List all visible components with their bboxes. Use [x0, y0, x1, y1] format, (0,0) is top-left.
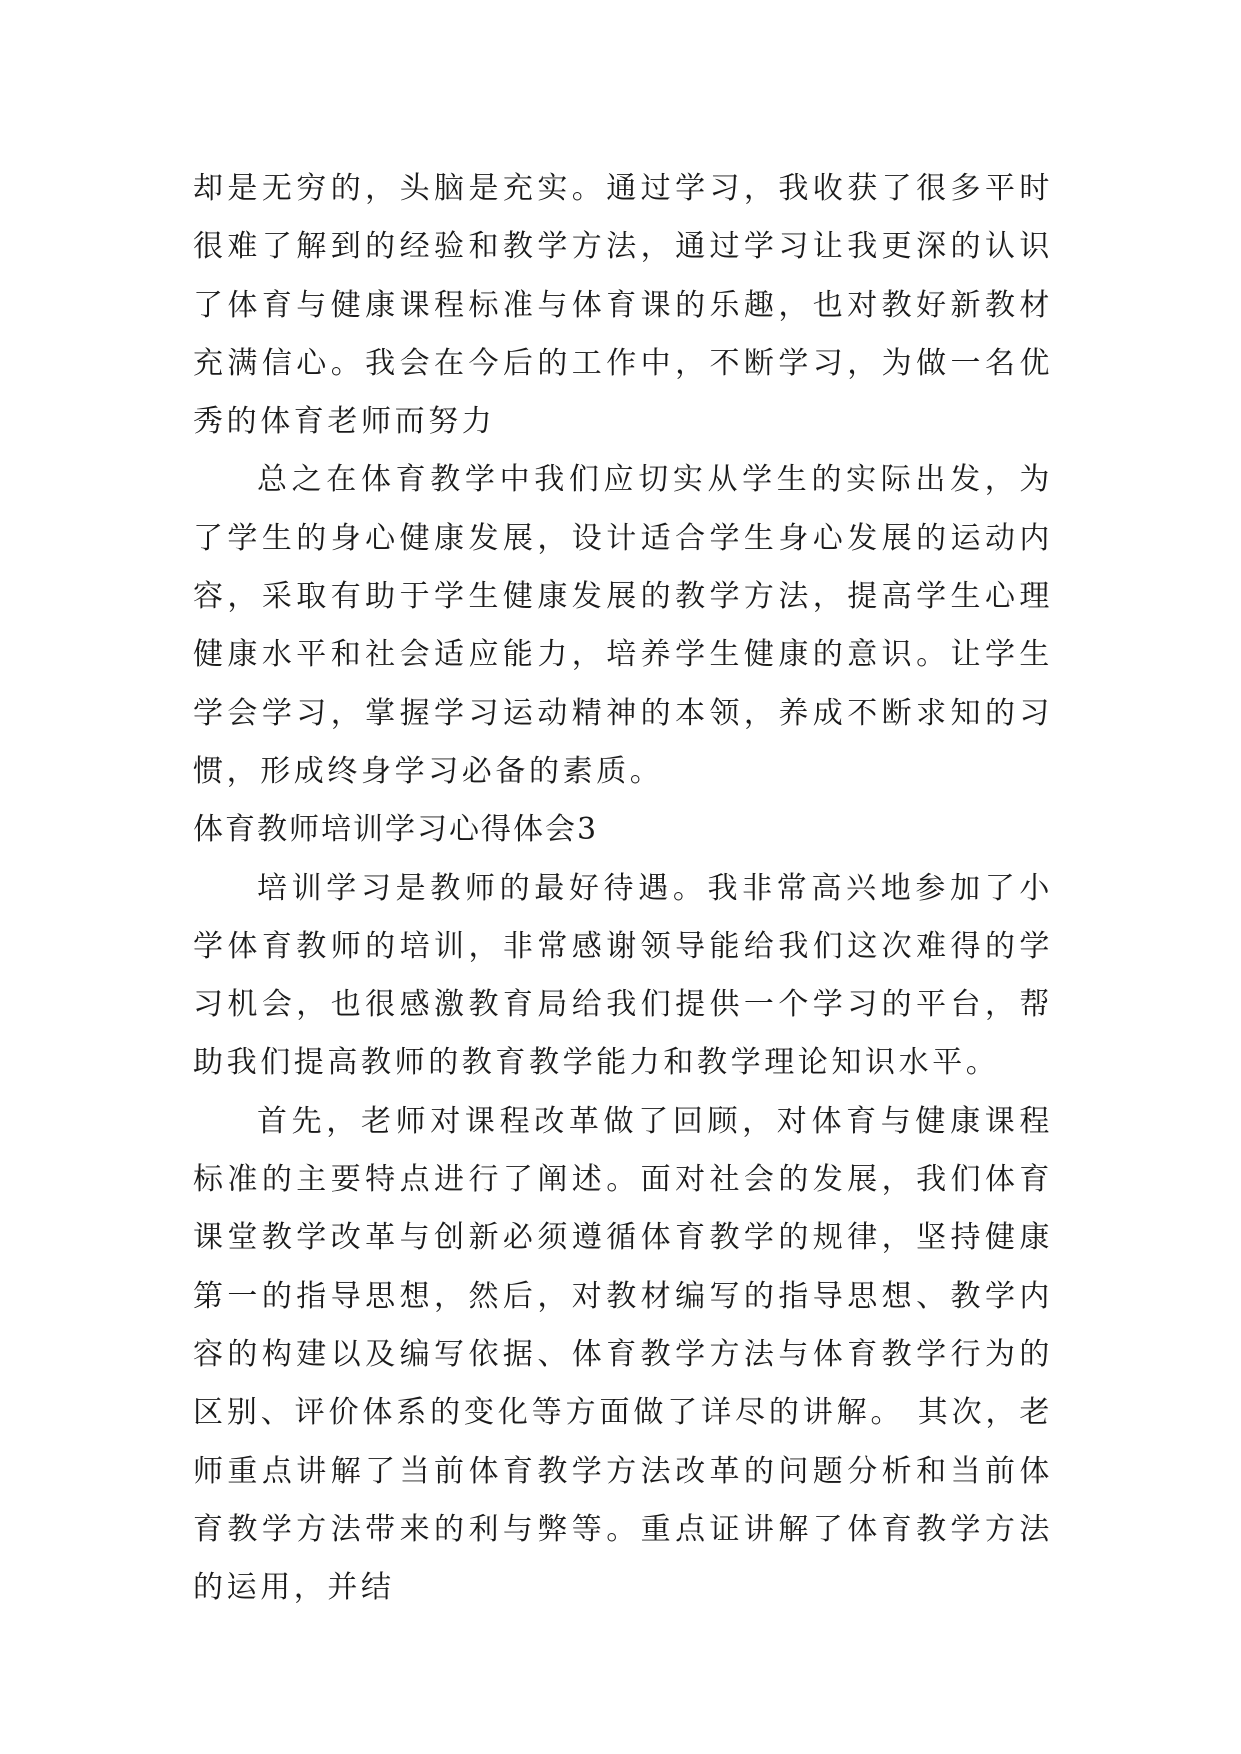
document-body — [193, 160, 1053, 1617]
body-paragraph-3: 培训学习是教师的最好待遇。我非常高兴地参加了小学体育教师的培训，非常感谢领导能给我们这次难得的学习机会，也很感激教育局给我们提供一个学习的平台，帮助我们提高教师的教育教学能力和教学理论知识水平。 — [193, 870, 1053, 1081]
section-heading: 体育教师培训学习心得体会3 — [193, 812, 599, 848]
body-paragraph-1: 却是无穷的，头脑是充实。通过学习，我收获了很多平时很难了解到的经验和教学方法，通过学习让我更深的认识了体育与健康课程标准与体育课的乐趣，也对教好新教材充满信心。我会在今后的工作中，不断学习，为做一名优秀的体育老师而努力 — [193, 171, 1053, 440]
body-paragraph-2: 总之在体育教学中我们应切实从学生的实际出发，为了学生的身心健康发展，设计适合学生身心发展的运动内容，采取有助于学生健康发展的教学方法，提高学生心理健康水平和社会适应能力，培养学生健康的意识。让学生学会学习，掌握学习运动精神的本领，养成不断求知的习惯，形成终身学习必备的素质。 — [193, 462, 1053, 789]
body-paragraph-4: 首先，老师对课程改革做了回顾，对体育与健康课程标准的主要特点进行了阐述。面对社会的发展，我们体育课堂教学改革与创新必须遵循体育教学的规律，坚持健康第一的指导思想，然后，对教材编写的指导思想、教学内容的构建以及编写依据、体育教学方法与体育教学行为的区别、评价体系的变化等方面做了详尽的讲解。 其次，老师重点讲解了当前体育教学方法改革的问题分析和当前体育教学方法带来的利与弊等。重点证讲解了体育教学方法的运用，并结 — [193, 1103, 1053, 1606]
